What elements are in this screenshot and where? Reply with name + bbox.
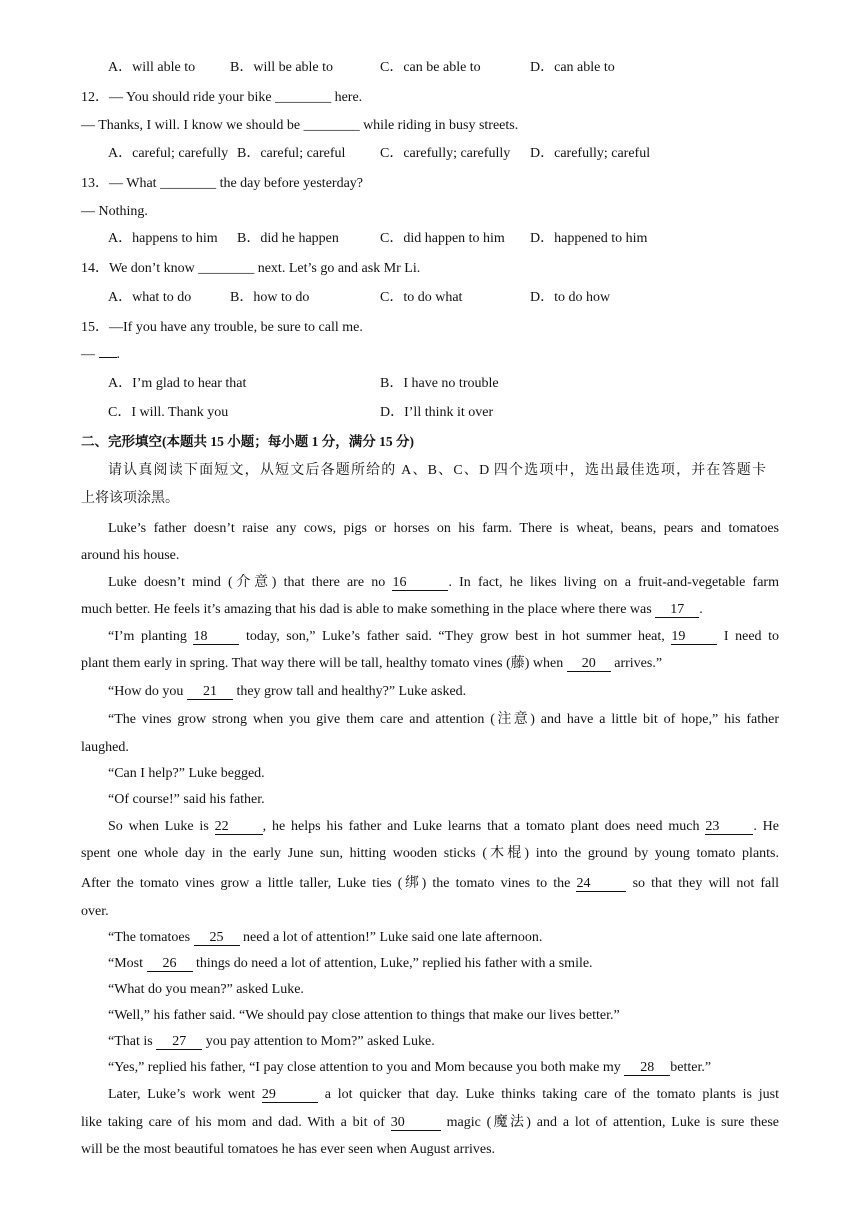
passage-text: “Yes,” replied his father, “I pay close attention to you and Mom because you both make my bbox=[108, 1060, 625, 1075]
passage-line bbox=[108, 1086, 779, 1104]
answer-blank bbox=[99, 357, 117, 358]
option-a: A．what to do bbox=[108, 290, 192, 305]
passage-text: . He bbox=[753, 819, 780, 834]
passage-line: “Of course!” said his father. bbox=[108, 792, 265, 807]
question-15-prompt: 15．—If you have any trouble, be sure to call me. bbox=[81, 320, 363, 335]
option-b: B．will be able to bbox=[230, 60, 334, 75]
passage-line: around his house. bbox=[81, 548, 180, 563]
blank-19: 19 bbox=[671, 629, 717, 645]
option-a: A．happens to him bbox=[108, 231, 218, 246]
question-text: the day before yesterday? bbox=[216, 176, 364, 191]
question-14-prompt bbox=[81, 260, 420, 278]
option-c: C．did happen to him bbox=[380, 231, 505, 246]
option-b: B．did he happen bbox=[237, 231, 339, 246]
question-text: 12．— You should ride your bike bbox=[81, 90, 276, 105]
passage-line: “Well,” his father said. “We should pay close attention to things that make our lives better.” bbox=[108, 1008, 620, 1023]
passage-text: “The tomatoes bbox=[108, 930, 194, 945]
option-c: C．carefully; carefully bbox=[380, 146, 511, 161]
answer-blank: ________ bbox=[160, 176, 217, 191]
question-text: while riding in busy streets. bbox=[359, 118, 519, 133]
question-text: 13．— What bbox=[81, 176, 161, 191]
passage-text: a lot quicker that day. Luke thinks taking care of the tomato plants is just bbox=[317, 1087, 780, 1102]
option-d: D．I’ll think it over bbox=[380, 405, 494, 420]
answer-blank: ________ bbox=[275, 90, 332, 105]
question-15-reply bbox=[81, 346, 120, 364]
blank-25: 25 bbox=[194, 930, 240, 946]
section-instructions: 请认真阅读下面短文，从短文后各题所给的 A、B、C、D 四个选项中，选出最佳选项，并在答题卡 bbox=[108, 463, 766, 478]
passage-line: Luke’s father doesn’t raise any cows, pigs or horses on his farm. There is wheat, beans, pears and tomatoes bbox=[108, 521, 779, 536]
question-12-reply bbox=[81, 117, 518, 135]
blank-24: 24 bbox=[576, 876, 626, 892]
option-b: B．careful; careful bbox=[237, 146, 346, 161]
option-d: D．can able to bbox=[530, 60, 615, 75]
passage-line bbox=[108, 955, 593, 973]
passage-text: today, son,” Luke’s father said. “They grow best in hot summer heat, bbox=[239, 629, 672, 644]
option-d: D．to do how bbox=[530, 290, 611, 305]
question-text: — Thanks, I will. I know we should be bbox=[81, 118, 304, 133]
passage-text: like taking care of his mom and dad. With a bit of bbox=[81, 1115, 391, 1130]
passage-text: I need to bbox=[717, 629, 779, 644]
passage-text: plant them early in spring. That way there will be tall, healthy tomato vines (藤) when bbox=[81, 656, 567, 671]
passage-text: they grow tall and healthy?” Luke asked. bbox=[232, 684, 467, 699]
passage-line bbox=[108, 574, 779, 592]
passage-line bbox=[108, 1059, 711, 1077]
question-12-prompt bbox=[81, 89, 362, 107]
passage-text: . bbox=[699, 602, 703, 617]
passage-text: “That is bbox=[108, 1034, 157, 1049]
section-instructions-cont: 上将该项涂黑。 bbox=[81, 491, 179, 506]
option-d: D．carefully; careful bbox=[530, 146, 651, 161]
question-text: next. Let’s go and ask Mr Li. bbox=[254, 261, 421, 276]
passage-line bbox=[108, 818, 779, 836]
passage-text: things do need a lot of attention, Luke,” replied his father with a smile. bbox=[192, 956, 593, 971]
blank-30: 30 bbox=[391, 1115, 441, 1131]
option-a: A．careful; carefully bbox=[108, 146, 229, 161]
option-b: B．how to do bbox=[230, 290, 310, 305]
passage-text: so that they will not fall bbox=[626, 876, 779, 891]
passage-line bbox=[108, 929, 542, 947]
passage-text: “How do you bbox=[108, 684, 187, 699]
passage-line: “Can I help?” Luke begged. bbox=[108, 766, 265, 781]
question-13-reply: — Nothing. bbox=[81, 204, 148, 219]
blank-16: 16 bbox=[392, 575, 448, 591]
passage-line: “The vines grow strong when you give them care and attention (注意) and have a little bit of hope,” his father bbox=[108, 712, 779, 727]
passage-line bbox=[81, 601, 703, 619]
passage-text: So when Luke is bbox=[108, 819, 215, 834]
question-13-prompt bbox=[81, 175, 363, 193]
passage-text: . In fact, he likes living on a fruit-and-vegetable farm bbox=[448, 575, 779, 590]
blank-28: 28 bbox=[624, 1060, 670, 1076]
answer-blank: ________ bbox=[198, 261, 255, 276]
passage-line bbox=[81, 875, 779, 893]
passage-line: over. bbox=[81, 904, 109, 919]
question-text: . bbox=[116, 347, 120, 362]
question-text: 14．We don’t know bbox=[81, 261, 199, 276]
option-d: D．happened to him bbox=[530, 231, 648, 246]
blank-17: 17 bbox=[655, 602, 699, 618]
passage-line bbox=[108, 628, 779, 646]
passage-text: , he helps his father and Luke learns that a tomato plant does need much bbox=[262, 819, 706, 834]
blank-22: 22 bbox=[215, 819, 263, 835]
option-c: C．can be able to bbox=[380, 60, 481, 75]
passage-text: you pay attention to Mom?” asked Luke. bbox=[202, 1034, 435, 1049]
passage-text: Later, Luke’s work went bbox=[108, 1087, 262, 1102]
passage-line: spent one whole day in the early June sun, hitting wooden sticks (木棍) into the ground by young tomato plants. bbox=[81, 846, 779, 861]
section-heading: 二、完形填空(本题共 15 小题；每小题 1 分，满分 15 分) bbox=[81, 434, 414, 449]
passage-line bbox=[108, 683, 466, 701]
passage-text: magic (魔法) and a lot of attention, Luke is sure these bbox=[440, 1115, 779, 1130]
passage-line: “What do you mean?” asked Luke. bbox=[108, 982, 304, 997]
blank-29: 29 bbox=[262, 1087, 318, 1103]
question-text: — bbox=[81, 347, 99, 362]
passage-line: laughed. bbox=[81, 740, 129, 755]
passage-line bbox=[108, 1033, 435, 1051]
passage-text: need a lot of attention!” Luke said one late afternoon. bbox=[239, 930, 543, 945]
option-a: A．I’m glad to hear that bbox=[108, 376, 247, 391]
passage-text: arrives.” bbox=[610, 656, 663, 671]
blank-23: 23 bbox=[705, 819, 753, 835]
option-c: C．I will. Thank you bbox=[108, 405, 229, 420]
passage-text: “I’m planting bbox=[108, 629, 194, 644]
blank-27: 27 bbox=[156, 1034, 202, 1050]
blank-20: 20 bbox=[567, 656, 611, 672]
passage-line bbox=[81, 655, 662, 673]
blank-18: 18 bbox=[193, 629, 239, 645]
blank-21: 21 bbox=[187, 684, 233, 700]
passage-text: much better. He feels it’s amazing that his dad is able to make something in the place where there was bbox=[81, 602, 656, 617]
question-text: here. bbox=[331, 90, 363, 105]
option-a: A．will able to bbox=[108, 60, 196, 75]
passage-line bbox=[81, 1114, 779, 1132]
option-b: B．I have no trouble bbox=[380, 376, 499, 391]
blank-26: 26 bbox=[147, 956, 193, 972]
passage-text: Luke doesn’t mind (介意) that there are no bbox=[108, 575, 393, 590]
passage-text: After the tomato vines grow a little taller, Luke ties (绑) the tomato vines to the bbox=[81, 876, 577, 891]
option-c: C．to do what bbox=[380, 290, 463, 305]
passage-line: will be the most beautiful tomatoes he has ever seen when August arrives. bbox=[81, 1142, 496, 1157]
passage-text: better.” bbox=[670, 1060, 712, 1075]
answer-blank: ________ bbox=[303, 118, 360, 133]
passage-text: “Most bbox=[108, 956, 147, 971]
